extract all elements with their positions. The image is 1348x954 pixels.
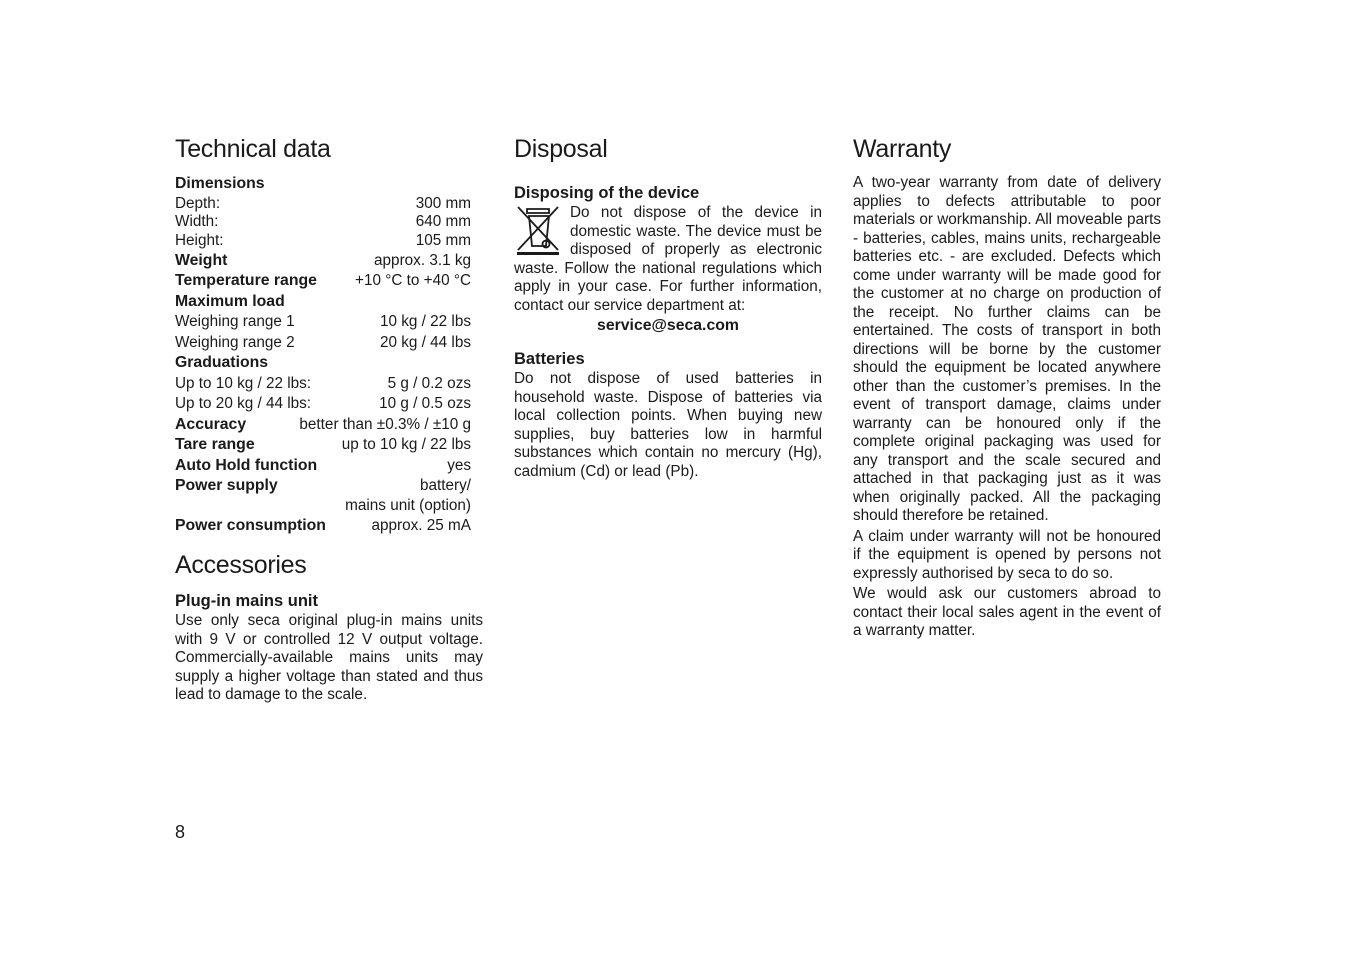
- spec-label: Power supply: [175, 477, 278, 495]
- max-load-heading: Maximum load: [175, 292, 285, 310]
- spec-label: Up to 20 kg / 44 lbs:: [175, 395, 312, 413]
- spec-value: 300 mm: [415, 194, 471, 212]
- spec-label: Weighing range 1: [175, 313, 295, 331]
- spec-value: 20 kg / 44 lbs: [380, 333, 471, 351]
- spec-label: Height:: [175, 232, 224, 250]
- dimensions-heading: Dimensions: [175, 175, 265, 192]
- service-email: service@seca.com: [597, 317, 739, 334]
- spec-label: Power consumption: [175, 516, 326, 534]
- warranty-paragraph-3: We would ask our customers abroad to contact their local sales agent in the event of a warranty matter.: [853, 585, 1161, 639]
- warranty-title: Warranty: [853, 135, 952, 163]
- spec-label: Up to 10 kg / 22 lbs:: [175, 374, 312, 392]
- page-number: 8: [175, 822, 186, 842]
- spec-value: 10 g / 0.5 ozs: [379, 395, 471, 413]
- spec-label: Width:: [175, 213, 219, 231]
- batteries-text: Do not dispose of used batteries in household waste. Dispose of batteries via local collection points. When buying new supplies, buy batteries low in harmful substances which contain no mercury (Hg), cadmium (Cd) or lead (Pb).: [514, 370, 822, 480]
- spec-value: battery/: [419, 477, 471, 495]
- spec-label: Accuracy: [175, 415, 247, 433]
- spec-value: 640 mm: [415, 213, 471, 231]
- spec-row-tare: [175, 435, 471, 456]
- spec-row-depth: [175, 195, 471, 214]
- spec-value: 10 kg / 22 lbs: [380, 313, 471, 331]
- accessories-title: Accessories: [175, 551, 307, 580]
- crossed-out-wheelie-bin-icon: [514, 204, 562, 256]
- spec-row-power-consumption: [175, 516, 471, 537]
- spec-row-range2: [175, 333, 471, 354]
- spec-row-accuracy: [175, 415, 471, 436]
- graduations-heading: Graduations: [175, 354, 269, 372]
- spec-table: [175, 174, 471, 536]
- spec-row-range1: [175, 312, 471, 333]
- warranty-column: [853, 134, 1161, 641]
- warranty-paragraph-1: A two-year warranty from date of delivery applies to defects attributable to poor materials or workmanship. All moveable parts - batteries, cables, mains units, rechargeable batteries etc. - are excluded. Defects which come under warranty will be made good for the customer at no charge on production of the receipt. No further claims can be entertained. The costs of transport in both directions will be borne by the customer should the equipment be located anywhere other than the customer’s premises. In the event of transport damage, claims under warranty can be honoured only if the complete original packaging was used for any transport and the scale secured and attached in that packaging just as it was when originally packed. All the packaging should therefore be retained.: [853, 174, 1161, 524]
- disposal-column: [514, 134, 822, 481]
- spec-row-auto-hold: [175, 456, 471, 477]
- spec-value: approx. 3.1 kg: [374, 251, 471, 269]
- spec-label: Auto Hold function: [175, 456, 318, 474]
- spec-value: approx. 25 mA: [371, 516, 471, 534]
- warranty-paragraph-2: A claim under warranty will not be honoured if the equipment is opened by persons not expressly authorised by seca to do so.: [853, 527, 1161, 582]
- spec-value: better than ±0.3% / ±10 g: [299, 415, 471, 433]
- disposing-device-heading: Disposing of the device: [514, 184, 700, 202]
- technical-data-title: Technical data: [175, 135, 331, 163]
- spec-value: +10 °C to +40 °C: [355, 272, 471, 290]
- spec-label: Weight: [175, 251, 228, 269]
- spec-value: 5 g / 0.2 ozs: [387, 374, 471, 392]
- disposal-title: Disposal: [514, 135, 608, 163]
- technical-data-column: [175, 134, 483, 705]
- spec-row-height: [175, 232, 471, 251]
- spec-value-continued: mains unit (option): [345, 496, 471, 514]
- spec-label: Tare range: [175, 436, 255, 454]
- spec-row-weight: [175, 251, 471, 272]
- spec-label: Temperature range: [175, 272, 317, 290]
- batteries-heading: Batteries: [514, 350, 585, 368]
- spec-label: Depth:: [175, 194, 221, 212]
- spec-label: Weighing range 2: [175, 333, 295, 351]
- spec-row-power-supply: [175, 476, 471, 497]
- spec-row-temperature: [175, 271, 471, 292]
- spec-row-graduation2: [175, 394, 471, 415]
- spec-value: up to 10 kg / 22 lbs: [341, 436, 471, 454]
- spec-row-width: [175, 213, 471, 232]
- plug-in-mains-unit-heading: Plug-in mains unit: [175, 592, 318, 611]
- disposing-device-text: Do not dispose of the device in domestic waste. The device must be disposed of properly as electronic waste. Follow the national regulations which apply in your case. For further information, contact our service department at:: [514, 204, 822, 314]
- spec-value: 105 mm: [415, 232, 471, 250]
- spec-value: yes: [447, 456, 471, 474]
- accessories-text: Use only seca original plug-in mains units with 9 V or controlled 12 V output voltage. Commercially-available mains units may supply a higher voltage than stated and thus lead to damage to the scale.: [175, 612, 483, 704]
- spec-row-graduation1: [175, 374, 471, 395]
